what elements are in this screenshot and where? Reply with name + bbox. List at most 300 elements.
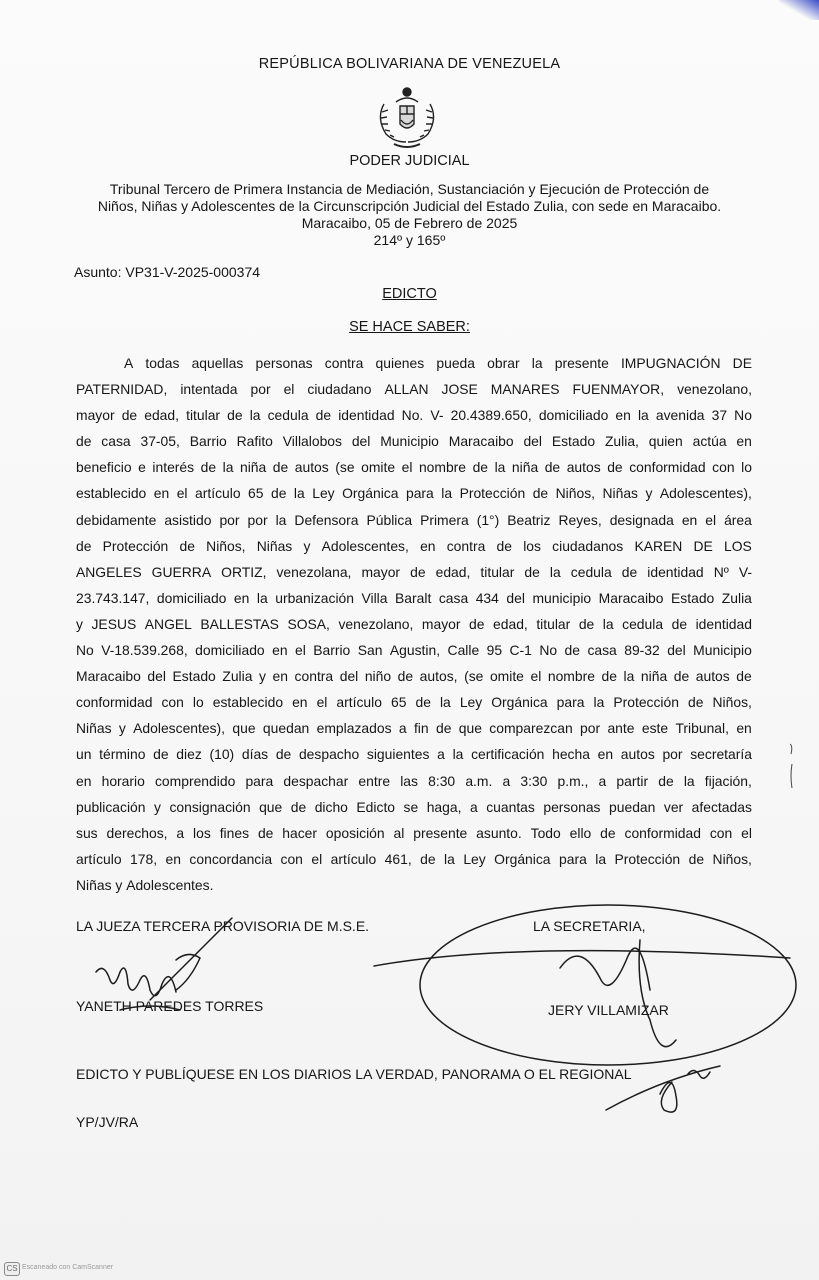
body-word: en — [681, 511, 698, 528]
body-line — [76, 454, 752, 480]
body-line — [76, 428, 752, 454]
body-word: la — [593, 694, 605, 711]
body-word: Adolescentes), — [133, 720, 226, 737]
body-word: Rafito — [236, 433, 273, 450]
body-word: conformidad — [624, 824, 701, 841]
body-word: 3:30 — [520, 772, 548, 789]
body-word: JESUS — [91, 615, 137, 632]
body-word: niño — [364, 668, 392, 685]
body-word: la — [683, 772, 695, 789]
body-word: Zulia — [222, 668, 253, 685]
body-word: Edicto — [356, 798, 396, 815]
body-word: los — [193, 824, 211, 841]
body-word: consignación — [169, 798, 251, 815]
body-word: municipio — [532, 589, 592, 606]
body-word: con — [161, 694, 184, 711]
body-word: a — [398, 720, 407, 737]
body-word: a — [437, 746, 445, 763]
body-word: Protección — [614, 850, 681, 867]
body-line — [76, 741, 752, 767]
body-word: de — [257, 824, 274, 841]
body-word: Estado — [551, 433, 596, 450]
coat-of-arms-icon — [370, 84, 444, 150]
body-word: haga, — [426, 798, 462, 815]
body-word: término — [99, 746, 146, 763]
body-word: interés — [152, 459, 195, 476]
body-word: quien — [648, 433, 683, 450]
body-word: cedula — [570, 563, 612, 580]
body-word: 20.4389.650, — [450, 407, 532, 424]
body-word: en — [615, 407, 631, 424]
body-word: Baralt — [395, 589, 432, 606]
body-word: titular — [186, 407, 221, 424]
edict-body — [76, 350, 752, 898]
body-word: Ley — [459, 694, 483, 711]
body-word: Niños, — [555, 485, 595, 502]
body-word: de — [472, 459, 489, 476]
body-word: designada — [609, 511, 674, 528]
body-line — [76, 637, 752, 663]
body-word: casa — [587, 642, 617, 659]
body-word: el — [401, 459, 413, 476]
body-word: quienes — [375, 355, 425, 371]
body-word: de — [227, 407, 243, 424]
body-word: de — [76, 433, 92, 450]
body-word: Defensora — [294, 511, 359, 528]
body-word: contra — [446, 537, 486, 554]
body-word: Municipio — [693, 642, 752, 659]
body-word: beneficio — [76, 459, 132, 476]
body-word: V- — [738, 563, 752, 580]
camscanner-text: Escaneado con CamScanner — [22, 1264, 114, 1271]
body-word: la — [441, 485, 453, 502]
body-word: Maracaibo — [76, 668, 141, 685]
body-word: BALLESTAS — [200, 615, 279, 632]
body-word: niña — [640, 668, 668, 685]
body-word: siguientes — [366, 746, 430, 763]
body-word: de — [397, 668, 414, 685]
body-word: Protección — [613, 694, 679, 711]
body-word: del — [506, 589, 525, 606]
body-word: el — [530, 668, 542, 685]
body-word: quedan — [262, 720, 310, 737]
body-word: horario — [101, 772, 145, 789]
body-word: de — [290, 798, 307, 815]
body-word: niña — [239, 459, 267, 476]
body-word: venezolana, — [276, 563, 352, 580]
body-word: Tribunal, — [675, 720, 729, 737]
court-line: Niños, Niñas y Adolescentes de la Circunscripción Judicial del Estado Zulia, con sede en Maracaibo. — [97, 198, 722, 214]
body-word: en — [736, 720, 752, 737]
body-word: la — [637, 407, 649, 424]
body-word: despacho — [298, 746, 360, 763]
body-word: la — [623, 668, 635, 685]
body-word: al — [393, 824, 405, 841]
body-word: todas — [145, 355, 180, 371]
body-word: para — [245, 772, 274, 789]
body-word: (10) — [209, 746, 235, 763]
body-word: artículo — [76, 850, 122, 867]
body-word: de — [153, 746, 169, 763]
body-word: edad, — [144, 407, 179, 424]
body-word: Reyes, — [558, 511, 602, 528]
body-word: KAREN — [634, 537, 683, 554]
court-line: Tribunal Tercero de Primera Instancia de Mediación, Sustanciación y Ejecución de Protección de — [109, 181, 710, 197]
body-word: hacer — [282, 824, 318, 841]
publication-order: EDICTO Y PUBLÍQUESE EN LOS DIARIOS LA VERDAD, PANORAMA O EL REGIONAL — [76, 1066, 632, 1082]
body-line — [76, 663, 752, 689]
body-word: con — [280, 850, 303, 867]
body-line — [76, 611, 752, 637]
body-word: LOS — [724, 537, 752, 554]
body-word: a — [176, 824, 185, 841]
body-word: personas — [543, 798, 601, 815]
body-word: cuantas — [486, 798, 535, 815]
body-word: a — [598, 772, 607, 789]
scan-corner-shade — [779, 0, 819, 20]
body-word: con — [709, 824, 733, 841]
body-word: Villalobos — [282, 433, 342, 450]
body-word: DE — [732, 355, 752, 371]
body-word: la — [256, 589, 268, 606]
body-word: contra — [324, 355, 364, 371]
body-word: 461, — [384, 850, 412, 867]
body-word: artículo — [330, 850, 377, 867]
date-line: Maracaibo, 05 de Febrero de 2025 — [301, 215, 518, 231]
body-word: PATERNIDAD, — [76, 381, 168, 398]
document-subtitle: SE HACE SABER: — [349, 319, 470, 335]
body-word: en — [597, 746, 614, 763]
body-word: venezolano, — [677, 381, 752, 398]
body-word: V-18.539.268, — [101, 642, 188, 659]
body-word: V- — [430, 407, 444, 424]
body-word: conformidad — [629, 459, 706, 476]
body-word: de — [496, 537, 512, 554]
body-word: la — [249, 407, 261, 424]
body-word: asunto. — [476, 824, 522, 841]
body-word: IMPUGNACIÓN — [620, 355, 721, 371]
body-word: Zulia — [721, 589, 752, 606]
body-line — [76, 872, 752, 898]
body-word: derechos, — [106, 824, 168, 841]
body-word: en — [165, 850, 181, 867]
body-word: Adolescentes. — [126, 876, 214, 893]
body-word: omite — [361, 459, 396, 476]
body-word: Maracaibo — [598, 589, 664, 606]
body-word: domiciliado — [156, 589, 227, 606]
body-word: No — [76, 642, 94, 659]
body-word: de — [600, 824, 616, 841]
body-word: Protección — [459, 485, 526, 502]
body-word: venezolano, — [338, 615, 414, 632]
body-word: el — [294, 642, 306, 659]
body-word: el — [176, 485, 188, 502]
body-word: 178, — [130, 850, 158, 867]
body-word: niña — [511, 459, 539, 476]
republic-heading: REPÚBLICA BOLIVARIANA DE VENEZUELA — [258, 56, 561, 72]
body-word: debidamente — [76, 511, 157, 528]
body-word: San — [357, 642, 383, 659]
document-title: EDICTO — [382, 286, 437, 302]
body-word: de — [76, 537, 92, 554]
body-word: de — [564, 642, 580, 659]
body-word: aquellas — [191, 355, 244, 371]
body-word: Nº — [713, 563, 729, 580]
body-word: domiciliado — [195, 642, 265, 659]
judicial-branch-heading: PODER JUDICIAL — [349, 153, 470, 169]
body-word: que — [232, 720, 256, 737]
body-word: que — [458, 720, 482, 737]
body-word: en — [233, 589, 250, 606]
body-word: edad, — [493, 615, 528, 632]
body-word: días — [241, 746, 269, 763]
body-word: Orgánica — [491, 694, 548, 711]
body-word: la — [595, 850, 607, 867]
margin-pen-mark — [786, 742, 796, 792]
body-word: Niños, — [712, 694, 752, 711]
body-word: autos — [695, 668, 730, 685]
body-word: JOSE — [441, 381, 478, 398]
body-word: A — [124, 355, 134, 371]
body-word: de — [415, 694, 431, 711]
body-word: secretaría — [690, 746, 752, 763]
secretary-name: JERY VILLAMIZAR — [548, 1002, 669, 1018]
body-word: Municipio — [380, 433, 439, 450]
body-word: 8:30 — [428, 772, 456, 789]
body-word: 434 — [475, 589, 499, 606]
body-line — [76, 768, 752, 794]
body-word: obrar — [487, 355, 520, 371]
body-word: establecido — [212, 694, 284, 711]
case-number: Asunto: VP31-V-2025-000374 — [74, 264, 261, 280]
body-word: de — [544, 459, 561, 476]
body-word: y — [259, 668, 266, 685]
body-line — [76, 376, 752, 402]
body-word: autos — [566, 459, 601, 476]
body-word: de — [673, 668, 690, 685]
body-word: identidad — [647, 563, 704, 580]
body-line — [76, 820, 752, 846]
judge-name: YANETH PAREDES TORRES — [76, 998, 264, 1014]
body-word: en — [292, 694, 308, 711]
body-word: GUERRA — [151, 563, 212, 580]
body-word: la — [444, 850, 455, 867]
body-word: MANARES — [490, 381, 560, 398]
body-word: a.m. — [465, 772, 493, 789]
body-word: ante — [607, 720, 635, 737]
body-word: Orgánica — [342, 485, 399, 502]
body-word: Zulia, — [604, 433, 639, 450]
body-word: p.m., — [557, 772, 589, 789]
body-word: personas — [255, 355, 313, 371]
body-word: la — [531, 355, 543, 371]
body-word: ORTIZ, — [221, 563, 267, 580]
body-word: la — [602, 615, 614, 632]
body-word: edad, — [435, 563, 471, 580]
body-word: del — [339, 668, 359, 685]
body-word: para — [405, 485, 434, 502]
body-word: asistido — [164, 511, 212, 528]
body-word: oposición — [325, 824, 385, 841]
body-word: el — [741, 824, 752, 841]
body-word: la — [549, 563, 561, 580]
body-word: la — [439, 694, 451, 711]
body-word: titular — [536, 615, 571, 632]
body-word: afectadas — [691, 798, 752, 815]
body-word: y — [645, 485, 653, 502]
body-word: presente — [413, 824, 468, 841]
body-word: área — [724, 511, 752, 528]
body-word: de — [601, 668, 617, 685]
body-word: domiciliado — [538, 407, 609, 424]
body-word: ello — [569, 824, 592, 841]
body-word: un — [76, 746, 92, 763]
body-word: de — [315, 407, 332, 424]
body-word: el — [316, 694, 328, 711]
body-word: Protección — [102, 537, 169, 554]
body-word: este — [641, 720, 669, 737]
body-word: Primera — [420, 511, 469, 528]
body-word: DE — [693, 537, 713, 554]
body-line — [76, 559, 752, 585]
body-word: concordancia — [189, 850, 273, 867]
body-word: mayor — [421, 615, 461, 632]
body-word: del — [351, 433, 371, 450]
body-word: Niñas — [256, 537, 293, 554]
document-initials: YP/JV/RA — [76, 1114, 139, 1130]
body-word: No. — [401, 407, 424, 424]
body-word: de — [179, 537, 195, 554]
body-word: por — [250, 381, 271, 398]
body-word: a — [502, 772, 511, 789]
body-word: casa — [438, 589, 469, 606]
body-word: que — [259, 798, 283, 815]
body-word: y — [154, 798, 161, 815]
body-word: por — [580, 720, 601, 737]
body-line — [76, 846, 752, 872]
body-word: cedula — [622, 615, 664, 632]
body-word: establecido — [76, 485, 147, 502]
body-word: (se — [335, 459, 355, 476]
body-word: artículo — [195, 485, 241, 502]
body-word: para — [559, 850, 587, 867]
secretary-title: LA SECRETARIA, — [533, 918, 646, 934]
body-word: 37 — [711, 407, 728, 424]
body-word: ver — [663, 798, 684, 815]
body-word: lo — [741, 459, 752, 476]
body-word: mayor — [76, 407, 115, 424]
body-word: en — [420, 537, 436, 554]
body-word: con — [712, 459, 735, 476]
body-word: 89-32 — [624, 642, 660, 659]
body-word: de — [578, 615, 595, 632]
body-line — [76, 585, 752, 611]
body-line — [76, 794, 752, 820]
camscanner-logo: CS — [4, 1262, 20, 1276]
body-line — [76, 507, 752, 533]
body-word: autos — [294, 459, 329, 476]
body-word: urbanización — [275, 589, 354, 606]
body-word: en — [76, 772, 92, 789]
judge-signature — [96, 968, 176, 996]
body-word: avenida — [655, 407, 705, 424]
court-header — [0, 181, 819, 249]
body-word: de — [607, 459, 623, 476]
body-word: se — [403, 798, 419, 815]
body-word: emplazados — [316, 720, 392, 737]
body-word: de — [469, 615, 485, 632]
body-word: de — [658, 772, 674, 789]
body-word: conformidad — [76, 694, 153, 711]
body-word: artículo — [336, 694, 382, 711]
body-word: Maracaibo — [448, 433, 514, 450]
body-word: el — [311, 850, 323, 867]
body-word: comprendido — [154, 772, 236, 789]
body-word: autos — [620, 746, 655, 763]
body-word: identidad — [695, 615, 752, 632]
body-word: contra — [294, 668, 334, 685]
secretary-signature — [374, 951, 790, 966]
body-word: y — [76, 615, 83, 632]
body-word: identidad — [338, 407, 395, 424]
body-word: puedan — [609, 798, 656, 815]
body-word: Barrio — [313, 642, 351, 659]
body-word: publicación — [76, 798, 146, 815]
body-word: sus — [76, 824, 98, 841]
body-word: y — [303, 537, 311, 554]
body-line — [76, 480, 752, 506]
body-word: de — [200, 459, 217, 476]
body-word: nombre — [418, 459, 467, 476]
body-word: de — [621, 563, 638, 580]
body-word: para — [556, 694, 585, 711]
body-word: (se — [464, 668, 484, 685]
body-word: de — [688, 850, 705, 867]
body-word: del — [523, 433, 542, 450]
body-word: partir — [616, 772, 649, 789]
body-word: hecha — [552, 746, 590, 763]
body-word: de — [270, 485, 287, 502]
body-word: FUENMAYOR, — [572, 381, 665, 398]
body-word: Beatriz — [507, 511, 551, 528]
body-word: diez — [176, 746, 202, 763]
body-word: Orgánica — [494, 850, 551, 867]
body-word: Niños, — [712, 850, 752, 867]
body-word: la — [293, 485, 305, 502]
body-word: casa — [101, 433, 131, 450]
body-word: Ley — [463, 850, 486, 867]
body-line — [76, 689, 752, 715]
body-word: Niñas — [602, 485, 638, 502]
body-word: del — [147, 668, 166, 685]
body-word: No — [539, 642, 558, 659]
body-word: la — [452, 746, 464, 763]
body-word: ANGEL — [144, 615, 192, 632]
body-word: de — [275, 746, 292, 763]
body-word: fijación, — [704, 772, 752, 789]
body-word: Adolescentes, — [321, 537, 409, 554]
body-word: autos, — [419, 668, 458, 685]
judge-title: LA JUEZA TERCERA PROVISORIA DE M.S.E. — [76, 918, 370, 934]
body-word: la — [494, 459, 506, 476]
body-word: entre — [358, 772, 391, 789]
body-word: Pública — [366, 511, 413, 528]
body-word: titular — [480, 563, 515, 580]
body-word: del — [667, 642, 686, 659]
body-word: despachar — [283, 772, 349, 789]
body-word: actúa — [692, 433, 727, 450]
body-word: los — [523, 537, 541, 554]
